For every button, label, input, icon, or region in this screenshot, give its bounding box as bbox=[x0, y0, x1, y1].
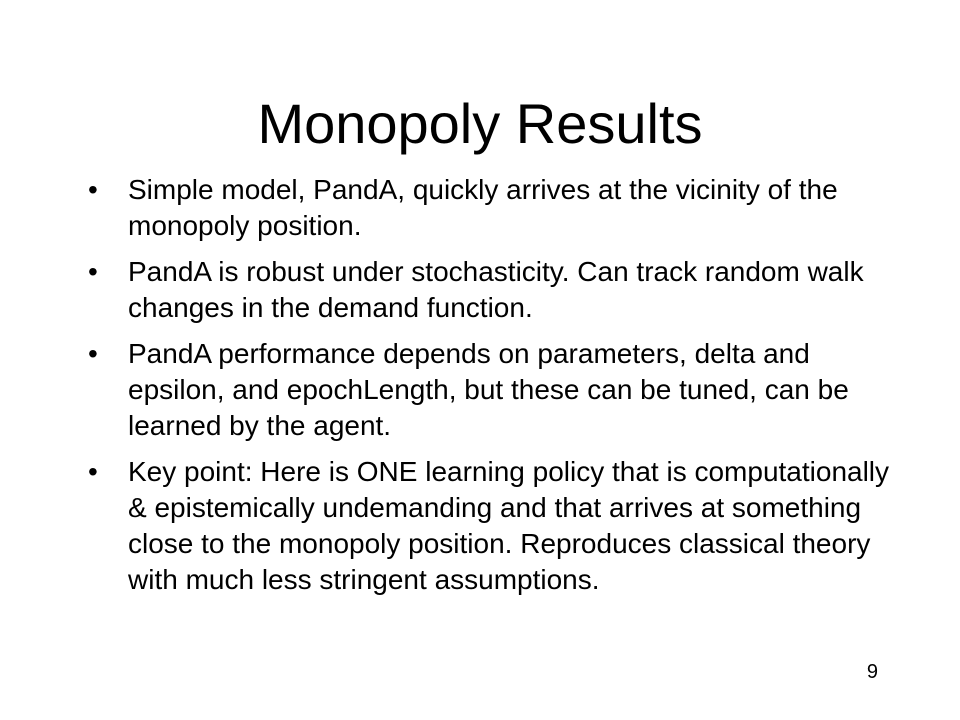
bullet-text: Simple model, PandA, quickly arrives at the vicinity of the monopoly position. bbox=[128, 174, 838, 241]
bullet-dot: • bbox=[88, 456, 98, 487]
bullet-item bbox=[88, 254, 898, 326]
bullet-text: Key point: Here is ONE learning policy that is computationally & epistemically undemanding and that arrives at something close to the monopoly position. Reproduces classical theory with much less stringent assumptions. bbox=[128, 456, 890, 595]
bullet-text: PandA performance depends on parameters, delta and epsilon, and epochLength, but these can be tuned, can be learned by the agent. bbox=[128, 338, 849, 441]
bullet-dot: • bbox=[88, 256, 98, 287]
slide-title: Monopoly Results bbox=[257, 92, 703, 155]
bullet-item bbox=[88, 172, 898, 244]
page-number: 9 bbox=[866, 661, 878, 683]
bullet-item bbox=[88, 454, 898, 598]
bullet-dot: • bbox=[88, 338, 98, 369]
bullet-dot: • bbox=[88, 174, 98, 205]
bullet-text: PandA is robust under stochasticity. Can track random walk changes in the demand function. bbox=[128, 256, 864, 323]
bullet-list bbox=[88, 172, 898, 608]
bullet-item bbox=[88, 336, 898, 444]
